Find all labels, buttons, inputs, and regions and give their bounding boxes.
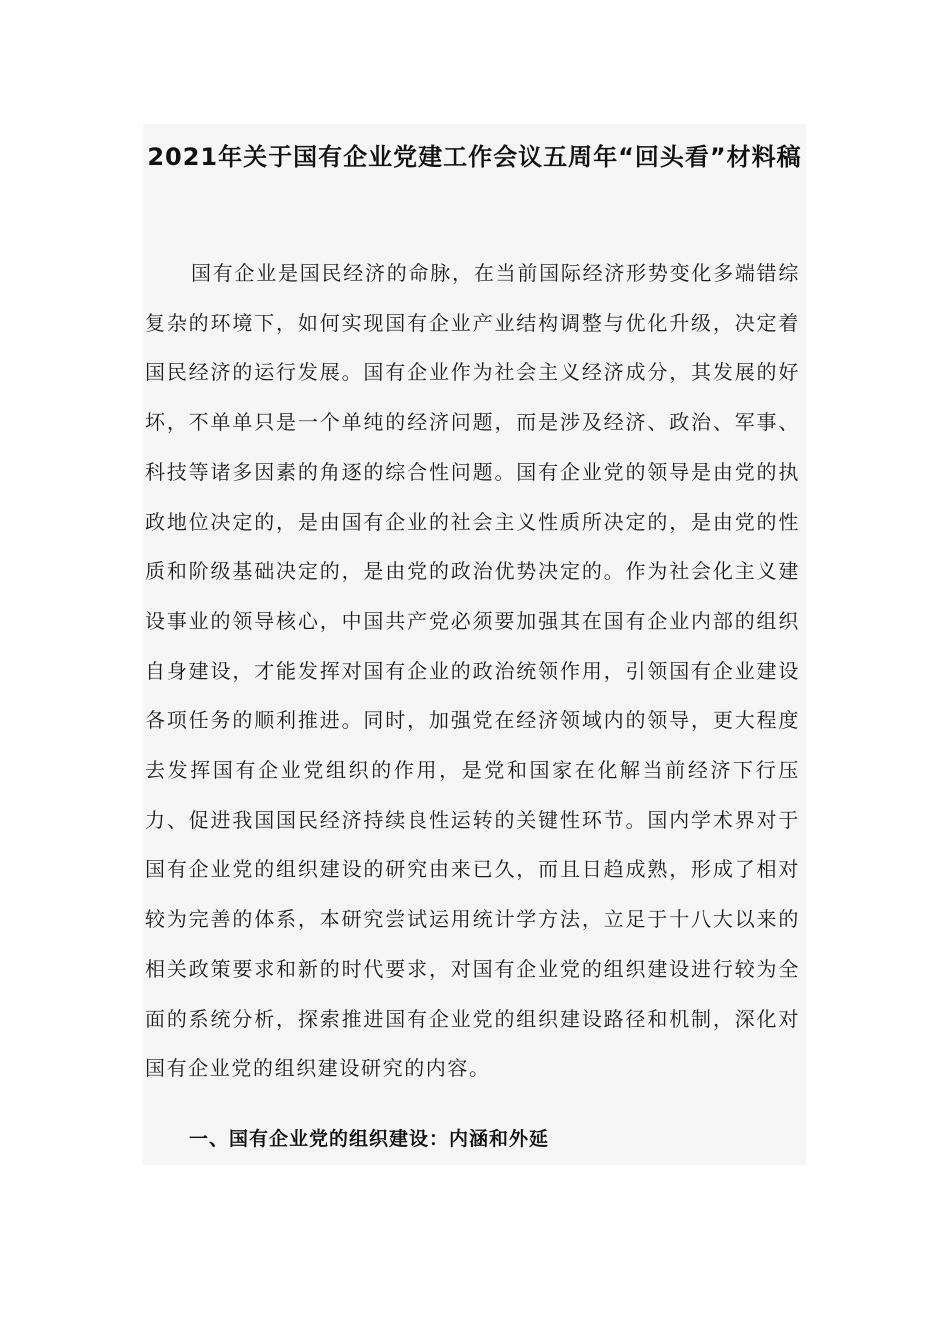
- section-heading: 一、国有企业党的组织建设：内涵和外延: [189, 1128, 550, 1150]
- document-page: [143, 124, 806, 1165]
- body-paragraph: 国有企业是国民经济的命脉，在当前国际经济形势变化多端错综复杂的环境下，如何实现国有企业产业结构调整与优化升级，决定着国民经济的运行发展。国有企业作为社会主义经济成分，其发展的好坏，不单单只是一个单纯的经济问题，而是涉及经济、政治、军事、科技等诸多因素的角逐的综合性问题。国有企业党的领导是由党的执政地位决定的，是由国有企业的社会主义性质所决定的，是由党的性质和阶级基础决定的，是由党的政治优势决定的。作为社会化主义建设事业的领导核心，中国共产党必须要加强其在国有企业内部的组织自身建设，才能发挥对国有企业的政治统领作用，引领国有企业建设各项任务的顺利推进。同时，加强党在经济领域内的领导，更大程度去发挥国有企业党组织的作用，是党和国家在化解当前经济下行压力、促进我国国民经济持续良性运转的关键性环节。国内学术界对于国有企业党的组织建设的研究由来已久，而且日趋成熟，形成了相对较为完善的体系，本研究尝试运用统计学方法，立足于十八大以来的相关政策要求和新的时代要求，对国有企业党的组织建设进行较为全面的系统分析，探索推进国有企业党的组织建设路径和机制，深化对国有企业党的组织建设研究的内容。: [145, 261, 800, 1081]
- document-title: 2021年关于国有企业党建工作会议五周年“回头看”材料稿: [147, 143, 802, 171]
